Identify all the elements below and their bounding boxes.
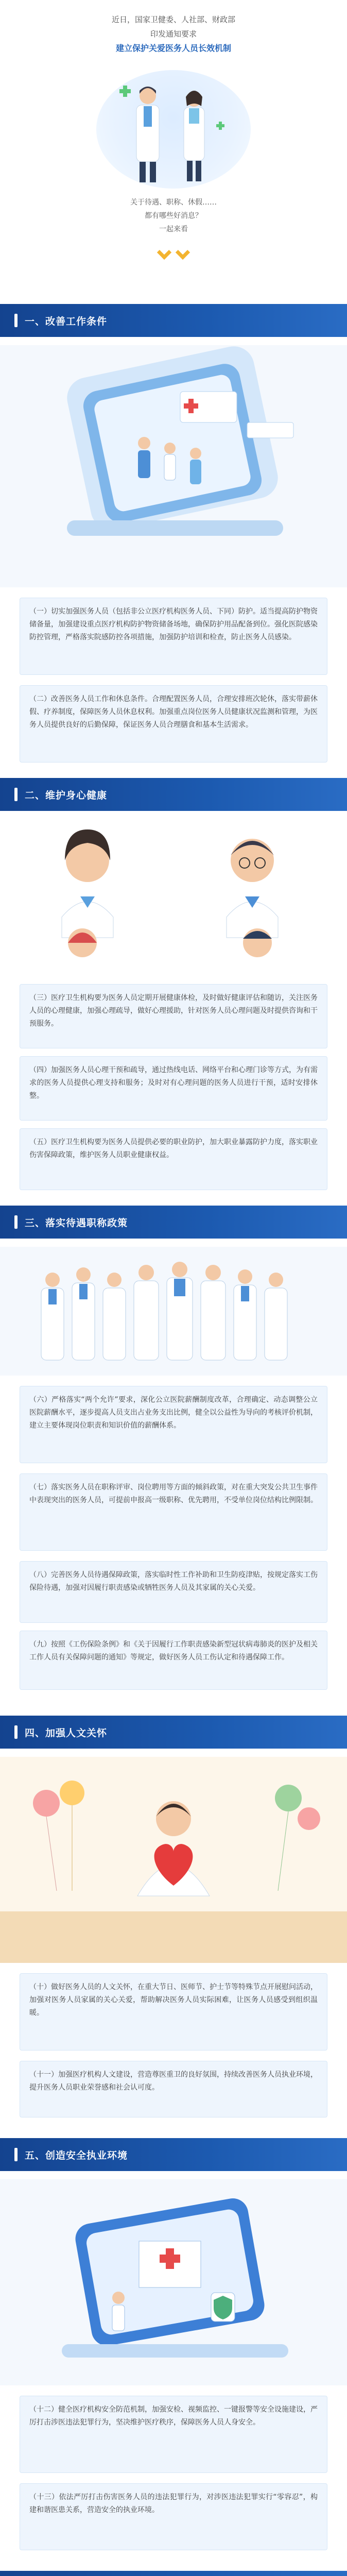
heart-care-illustration [0,1757,347,1963]
page-title: 建立保护关爱医务人员长效机制 [115,43,231,53]
section-header-1 [0,304,347,337]
section-header-5 [0,2138,347,2171]
poem-block [0,196,347,236]
chevron-down-icon [176,245,190,260]
paragraph-13: （十三）依法严厉打击伤害医务人员的违法犯罪行为，对涉医违法犯罪实行“零容忍”，构建和谐医患关系，营造安全的执业环境。 [20,2483,327,2550]
section-title: 五、创造安全执业环境 [25,2149,128,2161]
section-title: 四、加强人文关怀 [25,1727,108,1739]
paragraph-5: （五）医疗卫生机构要为医务人员提供必要的职业防护，加大职业暴露防护力度，落实职业伤害保障政策，维护医务人员职业健康权益。 [20,1128,327,1190]
doctor-avatars-illustration [0,819,347,974]
paragraph-12: （十二）健全医疗机构安全防范机制，加强安检、视频监控、一键报警等安全设施建设，严厉打击涉医违法犯罪行为，坚决维护医疗秩序，保障医务人员人身安全。 [20,2396,327,2473]
doctors-icon [86,65,261,194]
paragraph-2: （二）改善医务人员工作和休息条件。合理配置医务人员，合理安排班次轮休，落实带薪休假、疗养制度，保障医务人员休息权利。加强重点岗位医务人员健康状况监测和管理，为医务人员提供良好的后勤保障，保证医务人员合理膳食和基本生活需求。 [20,685,327,762]
paragraph-3: （三）医疗卫生机构要为医务人员定期开展健康体检，及时做好健康评估和随访，关注医务人员的心理健康，加强心理疏导，做好心理援助，针对医务人员心理问题及时提供咨询和干预服务。 [20,984,327,1048]
poem-line-1: 关于待遇、职称、休假…… [130,198,217,207]
paragraph-7: （七）落实医务人员在职称评审、岗位聘用等方面的倾斜政策，对在重大突发公共卫生事件中表现突出的医务人员，可提前申报高一级职称、优先聘用，不受单位岗位结构比例限制。 [20,1473,327,1551]
section-header-2 [0,778,347,811]
paragraph-6: （六）严格落实“两个允许”要求，深化公立医院薪酬制度改革，合理确定、动态调整公立医院薪酬水平，逐步提高人员支出占业务支出比例，健全以公益性为导向的考核评价机制，建立主要体现岗位职责和知识价值的薪酬体系。 [20,1386,327,1463]
paragraph-10: （十）做好医务人员的人文关怀，在重大节日、医师节、护士节等特殊节点开展慰问活动，加强对医务人员家属的关心关爱，帮助解决医务人员实际困难，让医务人员感受到组织温暖。 [20,1973,327,2050]
chevron-down-icon [157,245,171,260]
intro-block [0,0,347,56]
section-header-6 [0,2571,347,2576]
section-title: 三、落实待遇职称政策 [25,1217,128,1229]
hero-illustration [86,65,261,194]
section-header-3 [0,1206,347,1239]
section-title: 二、维护身心健康 [25,789,108,801]
poem-line-3: 一起来看 [159,225,188,233]
phone-hospital-illustration [0,345,347,587]
paragraph-4: （四）加强医务人员心理干预和疏导，通过热线电话、网络平台和心理门诊等方式，为有需求的医务人员提供心理支持和服务；及时对有心理问题的医务人员进行干预，适时安排休整。 [20,1056,327,1121]
scroll-down-indicator [0,247,347,266]
medical-team-illustration [0,1247,347,1376]
paragraph-8: （八）完善医务人员待遇保障政策，落实临时性工作补助和卫生防疫津贴，按规定落实工伤保险待遇，加强对因履行职责感染或牺牲医务人员及其家属的关心关爱。 [20,1561,327,1623]
paragraph-11: （十一）加强医疗机构人文建设，营造尊医重卫的良好氛围，持续改善医务人员执业环境，提升医务人员职业荣誉感和社会认可度。 [20,2061,327,2117]
section-header-4 [0,1716,347,1749]
safe-hospital-illustration [0,2179,347,2385]
intro-line-1: 近日，国家卫健委、人社部、财政部 [111,15,235,24]
paragraph-9: （九）按照《工伤保险条例》和《关于因履行工作职责感染新型冠状病毒肺炎的医护及相关工作人员有关保障问题的通知》等规定，做好医务人员工伤认定和待遇保障工作。 [20,1631,327,1690]
section-title: 一、改善工作条件 [25,315,108,327]
poem-line-2: 都有哪些好消息？ [145,212,202,220]
intro-line-2: 印发通知要求 [150,29,197,39]
paragraph-1: （一）切实加强医务人员（包括非公立医疗机构医务人员、下同）防护。适当提高防护物资储备量，加强建设重点医疗机构防护物资储备场地，确保防护用品配备到位。强化医院感染防控管理，严格落实院感防控各项措施，加强防护培训和检查，防止医务人员感染。 [20,598,327,675]
